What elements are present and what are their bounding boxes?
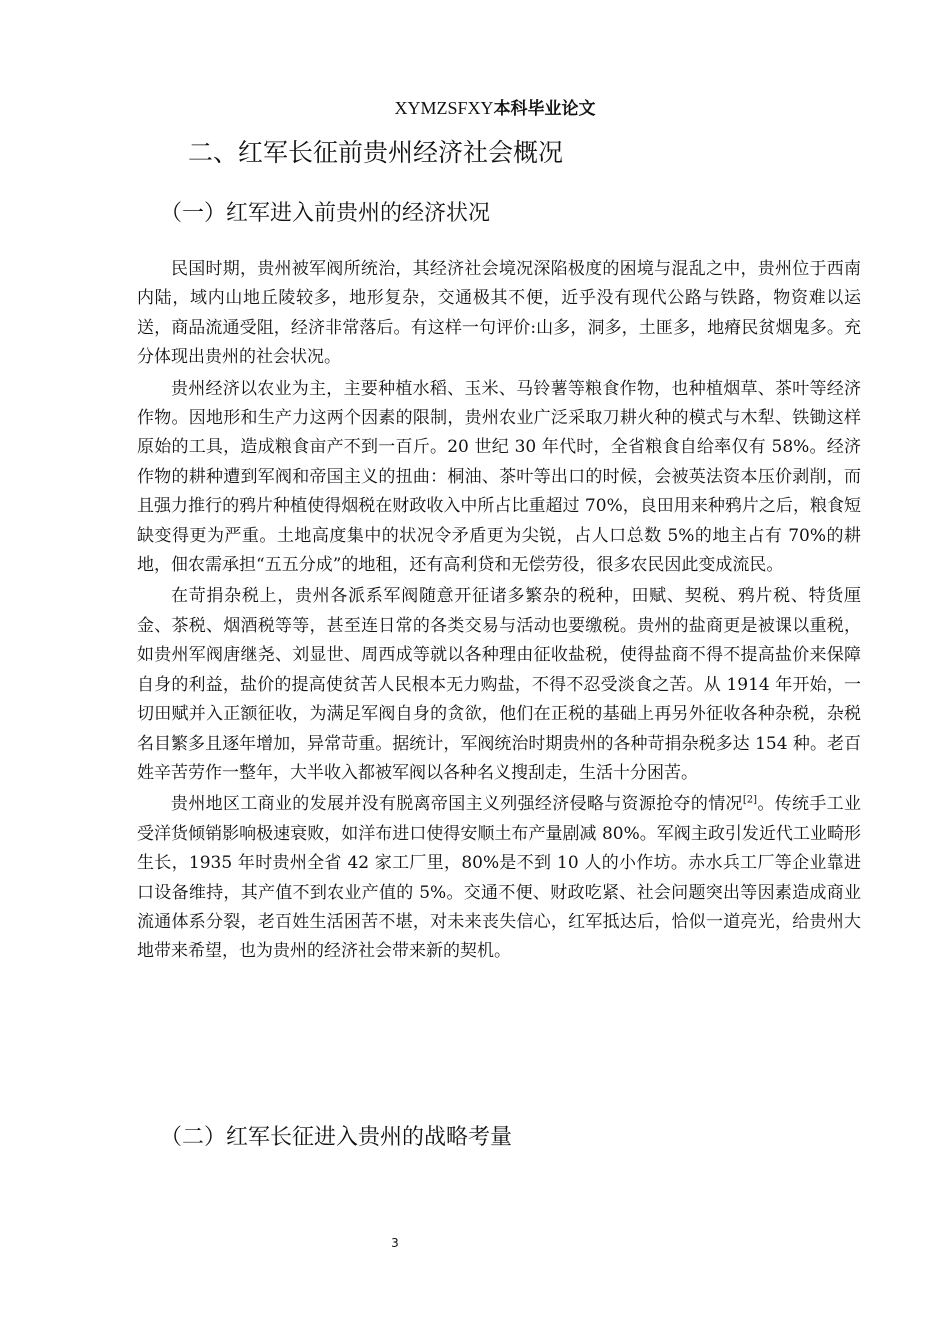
paragraph: 民国时期，贵州被军阀所统治，其经济社会境况深陷极度的困境与混乱之中，贵州位于西南内陆，域内山地丘陵较多，地形复杂，交通极其不便，近乎没有现代公路与铁路，物资难以运送，商品流通受阻，经济非常落后。有这样一句评价:山多，洞多，土匪多，地瘠民贫烟鬼多。充分体现出贵州的社会状况。 bbox=[137, 259, 861, 368]
paragraph: 在苛捐杂税上，贵州各派系军阀随意开征诸多繁杂的税种，田赋、契税、鸦片税、特货厘金、茶税、烟酒税等等，甚至连日常的各类交易与活动也要缴税。贵州的盐商更是被课以重税，如贵州军阀唐继尧、刘显世、周西成等就以各种理由征收盐税，使得盐商不得不提高盐价来保障自身的利益，盐价的提高使贫苦人民根本无力购盐，不得不忍受淡食之苦。从 1914 年开始，一切田赋并入正额征收，为满足军阀自身的贪欲，他们在正税的基础上再另外征收各种杂税，杂税名目繁多且逐年增加，异常苛重。据统计，军阀统治时期贵州的各种苛捐杂税多达 154 种。老百姓辛苦劳作一整年，大半收入都被军阀以各种名义搜刮走，生活十分困苦。 bbox=[137, 586, 861, 783]
paragraph-text: 贵州地区工商业的发展并没有脱离帝国主义列强经济侵略与资源抢夺的情况 bbox=[171, 794, 743, 815]
paragraph bbox=[137, 790, 861, 966]
citation-ref[interactable]: [2] bbox=[742, 794, 758, 806]
body-text bbox=[137, 255, 861, 969]
header-label: 本科毕业论文 bbox=[493, 99, 596, 119]
header-code: XYMZSFXY bbox=[394, 98, 494, 118]
running-header bbox=[0, 96, 950, 121]
paragraph: 贵州经济以农业为主，主要种植水稻、玉米、马铃薯等粮食作物，也种植烟草、茶叶等经济作物。因地形和生产力这两个因素的限制，贵州农业广泛采取刀耕火种的模式与木犁、铁锄这样原始的工具，造成粮食亩产不到一百斤。20 世纪 30 年代时，全省粮食自给率仅有 58%。经济作物的耕种遭到军阀和帝国主义的扭曲：桐油、茶叶等出口的时候，会被英法资本压价剥削，而且强力推行的鸦片种植使得烟税在财政收入中所占比重超过 70%，良田用来种鸦片之后，粮食短缺变得更为严重。土地高度集中的状况令矛盾更为尖锐，占人口总数 5%的地主占有 70%的耕地，佃农需承担“五五分成”的地租，还有高利贷和无偿劳役，很多农民因此变成流民。 bbox=[137, 378, 861, 576]
chapter-title: 二、红军长征前贵州经济社会概况 bbox=[188, 138, 564, 167]
page-number: 3 bbox=[391, 1236, 399, 1250]
paragraph-text: 。传统手工业受洋货倾销影响极速衰败，如洋布进口使得安顺土布产量剧减 80%。军阀主政引发近代工业畸形生长，1935 年时贵州全省 42 家工厂里，80%是不到 10 人的小作坊。赤水兵工厂等企业靠进口设备维持，其产值不到农业产值的 5%。交通不便、财政吃紧、社会问题突出等因素造成商业流通体系分裂，老百姓生活困苦不堪，对未来丧失信心，红军抵达后，恰似一道亮光，给贵州大地带来希望，也为贵州的经济社会带来新的契机。 bbox=[137, 794, 862, 962]
section-title-1: （一）红军进入前贵州的经济状况 bbox=[160, 201, 491, 226]
section-title-2: （二）红军长征进入贵州的战略考量 bbox=[160, 1125, 513, 1150]
